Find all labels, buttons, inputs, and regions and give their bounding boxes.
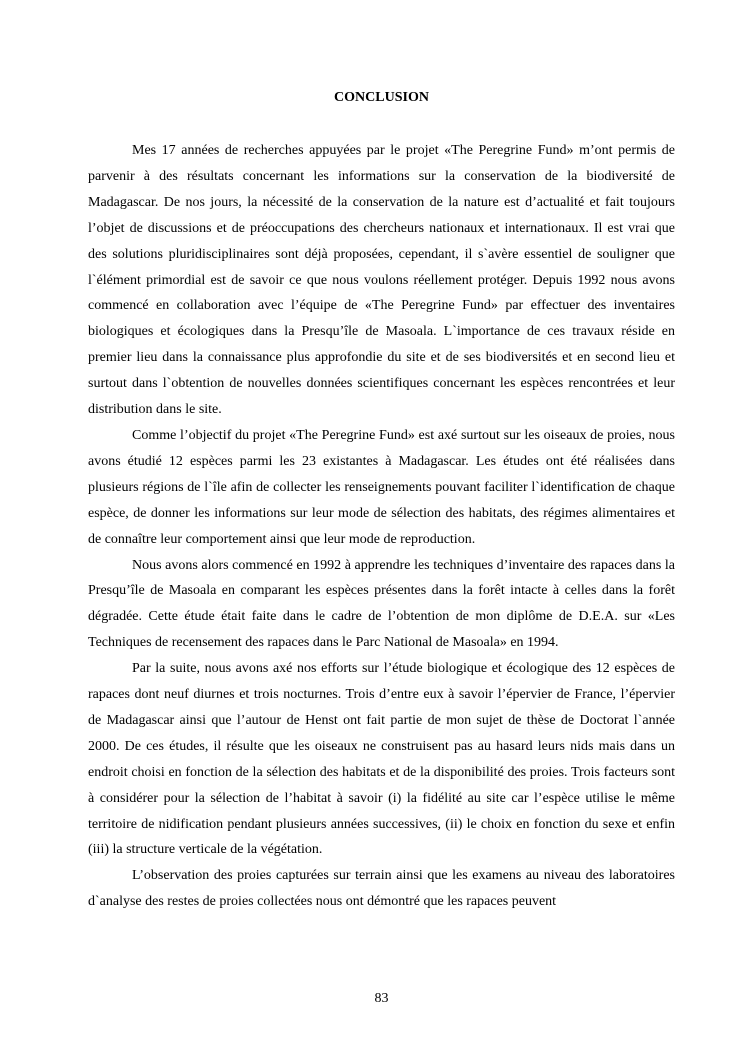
paragraph: Mes 17 années de recherches appuyées par le projet «The Peregrine Fund» m’ont permis de parvenir à des résultats concernant les informations sur la conservation de la biodiversité de Madagascar. De nos jours, la nécessité de la conservation de la nature est d’actualité et fait toujours l’objet de discussions et de préoccupations des chercheurs nationaux et internationaux. Il est vrai que des solutions pluridisciplinaires sont déjà proposées, cependant, il s`avère essentiel de souligner que l`élément primordial est de savoir ce que nous voulons réellement protéger. Depuis 1992 nous avons commencé en collaboration avec l’équipe de «The Peregrine Fund» par effectuer des inventaires biologiques et écologiques dans la Presqu’île de Masoala. L`importance de ces travaux réside en premier lieu dans la connaissance plus approfondie du site et de ses biodiversités et en second lieu et surtout dans l`obtention de nouvelles données scientifiques concernant les espèces rencontrées et leur distribution dans le site.: [88, 143, 675, 418]
page-number: 83: [374, 991, 389, 1006]
paragraph: Nous avons alors commencé en 1992 à apprendre les techniques d’inventaire des rapaces dans la Presqu’île de Masoala en comparant les espèces présentes dans la forêt intacte à celles dans la forêt dégradée. Cette étude était faite dans le cadre de l’obtention de mon diplôme de D.E.A. sur «Les Techniques de recensement des rapaces dans le Parc National de Masoala» en 1994.: [88, 557, 675, 651]
paragraph: Comme l’objectif du projet «The Peregrine Fund» est axé surtout sur les oiseaux de proies, nous avons étudié 12 espèces parmi les 23 existantes à Madagascar. Les études ont été réalisées dans plusieurs régions de l`île afin de collecter les renseignements pouvant faciliter l`identification de chaque espèce, de donner les informations sur leur mode de sélection des habitats, des régimes alimentaires et de connaître leur comportement ainsi que leur mode de reproduction.: [88, 427, 675, 547]
paragraph: L’observation des proies capturées sur terrain ainsi que les examens au niveau des laboratoires d`analyse des restes de proies collectées nous ont démontré que les rapaces peuvent: [88, 868, 675, 910]
page-title: CONCLUSION: [334, 90, 429, 105]
paragraph: Par la suite, nous avons axé nos efforts sur l’étude biologique et écologique des 12 espèces de rapaces dont neuf diurnes et trois nocturnes. Trois d’entre eux à savoir l’épervier de France, l’épervier de Madagascar ainsi que l’autour de Henst ont fait partie de mon sujet de thèse de Doctorat l`année 2000. De ces études, il résulte que les oiseaux ne construisent pas au hasard leurs nids mais dans un endroit choisi en fonction de la sélection des habitats et de la disponibilité des proies. Trois facteurs sont à considérer pour la sélection de l’habitat à savoir (i) la fidélité au site car l’espèce utilise le même territoire de nidification pendant plusieurs années successives, (ii) le choix en fonction du sexe et enfin (iii) la structure verticale de la végétation.: [88, 661, 675, 858]
body-text: [88, 138, 675, 915]
